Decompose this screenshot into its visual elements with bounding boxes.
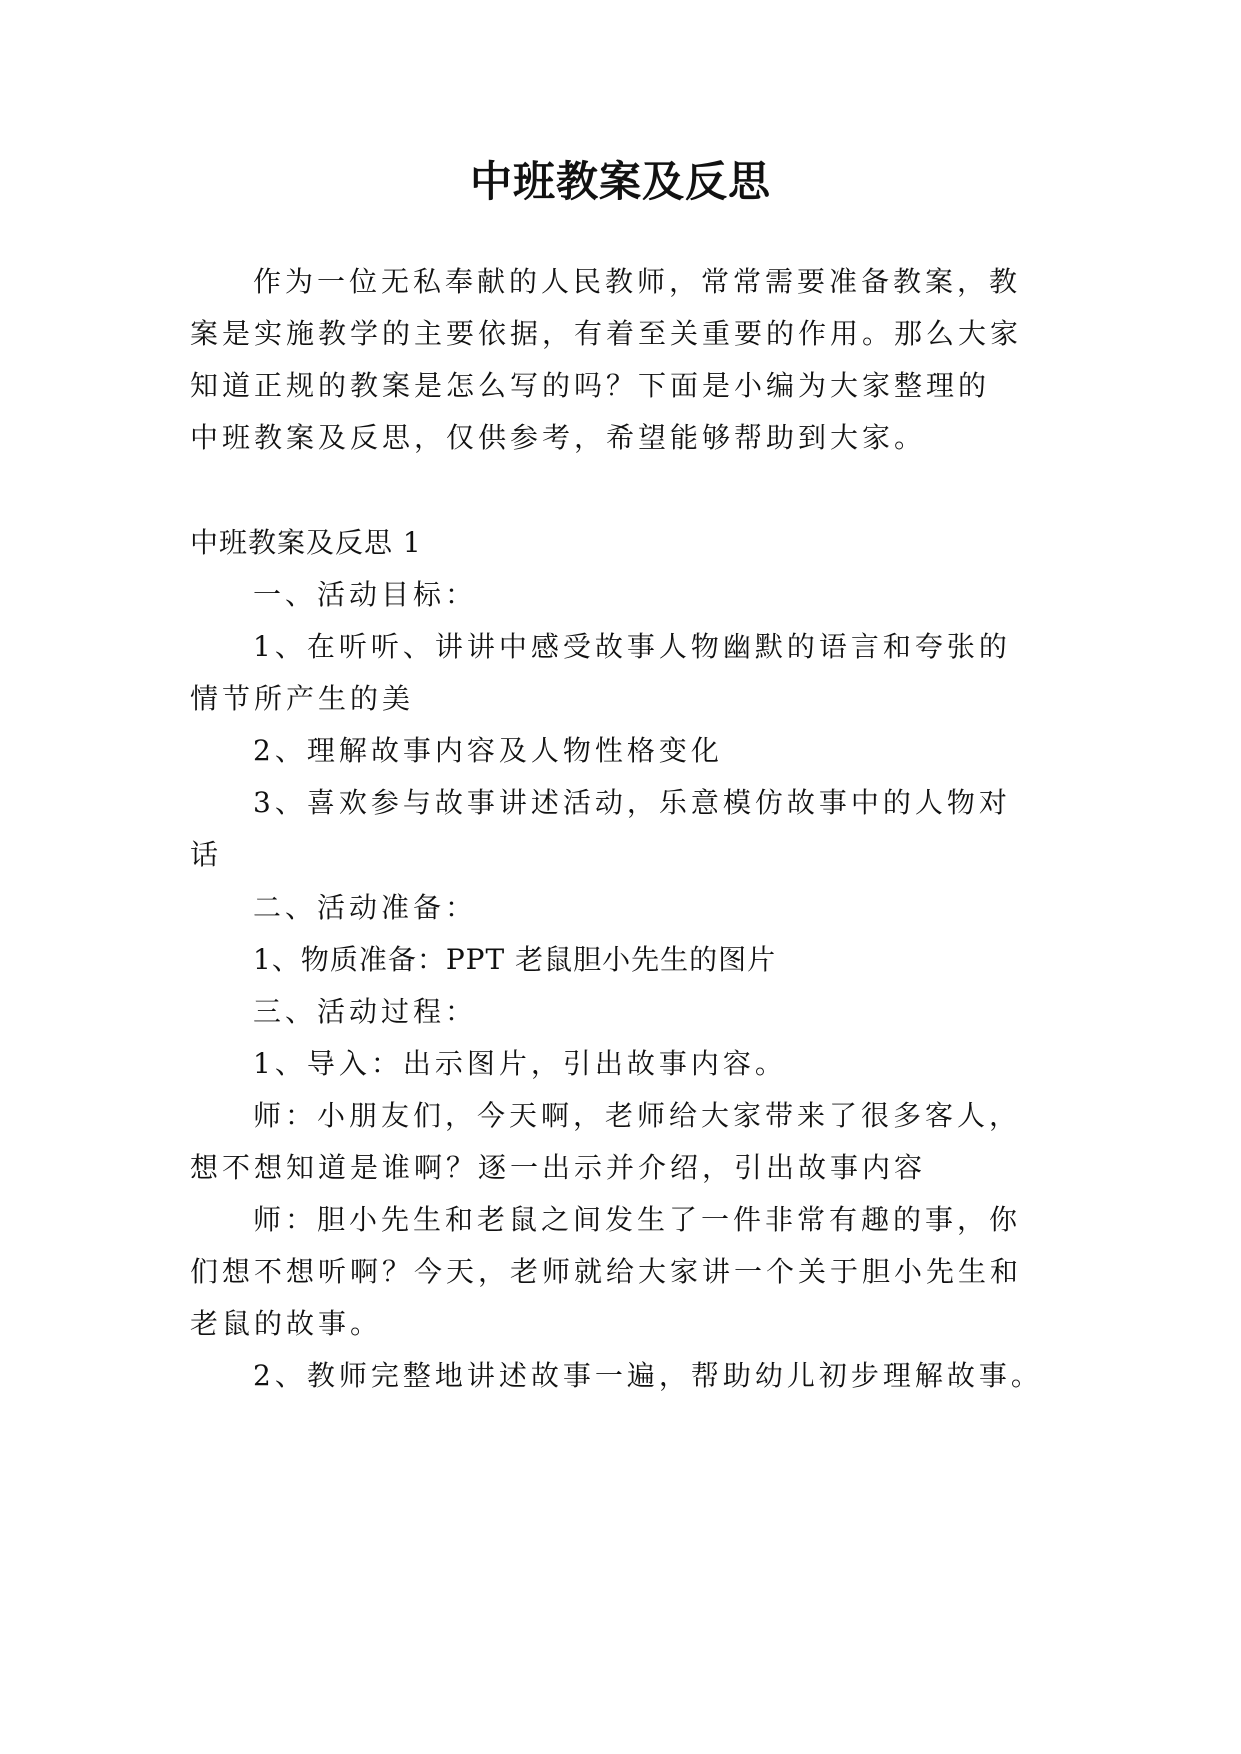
intro-line-4: 中班教案及反思，仅供参考，希望能够帮助到大家。 [190,421,927,454]
process-heading: 三、活动过程： [253,995,478,1028]
goal-2: 2、理解故事内容及人物性格变化 [253,734,723,767]
intro-line-1: 作为一位无私奉献的人民教师，常常需要准备教案，教 [253,265,1022,298]
document-title: 中班教案及反思 [469,157,771,206]
step-2: 2、教师完整地讲述故事一遍，帮助幼儿初步理解故事。 [253,1359,1043,1392]
goal-3-line-1: 3、喜欢参与故事讲述活动，乐意模仿故事中的人物对 [253,786,1011,819]
teacher-2-line-1: 师：胆小先生和老鼠之间发生了一件非常有趣的事，你 [253,1203,1022,1236]
teacher-2-line-2: 们想不想听啊？今天，老师就给大家讲一个关于胆小先生和 [190,1255,1023,1288]
goals-heading: 一、活动目标： [253,578,478,611]
goal-1-line-1: 1、在听听、讲讲中感受故事人物幽默的语言和夸张的 [253,630,1011,663]
step-1: 1、导入：出示图片，引出故事内容。 [253,1047,787,1080]
prep-heading: 二、活动准备： [253,891,478,924]
teacher-1-line-2: 想不想知道是谁啊？逐一出示并介绍，引出故事内容 [190,1151,927,1184]
section-title: 中班教案及反思 1 [190,526,422,559]
goal-3-line-2: 话 [190,838,223,871]
teacher-2-line-3: 老鼠的故事。 [190,1307,383,1340]
intro-line-2: 案是实施教学的主要依据，有着至关重要的作用。那么大家 [190,317,1023,350]
intro-line-3: 知道正规的教案是怎么写的吗？下面是小编为大家整理的 [190,369,991,402]
teacher-1-line-1: 师：小朋友们，今天啊，老师给大家带来了很多客人， [253,1099,1022,1132]
goal-1-line-2: 情节所产生的美 [190,682,415,715]
prep-item-1: 1、物质准备：PPT 老鼠胆小先生的图片 [253,943,777,976]
